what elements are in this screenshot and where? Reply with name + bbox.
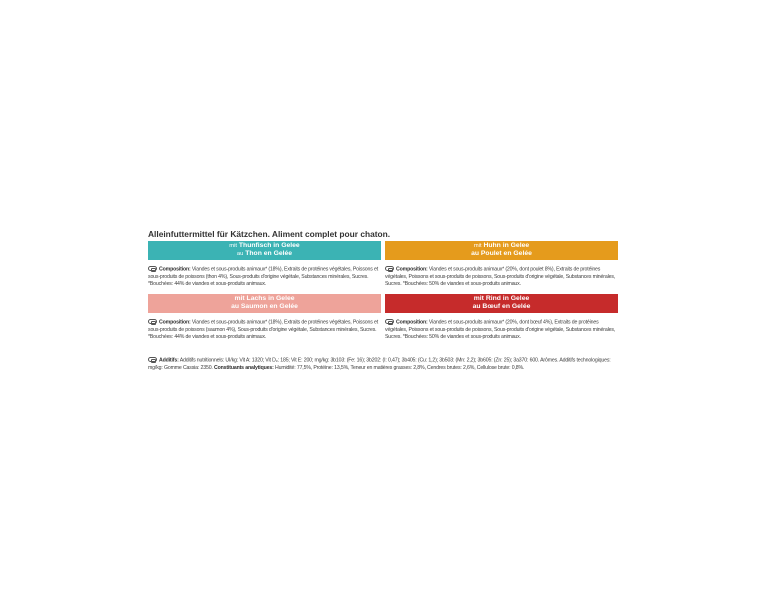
variant-fr-name: Thon en Gelée (245, 250, 293, 258)
variant-de-line (148, 242, 381, 250)
composition-text: Viandes et sous-produits animaux* (20%, dont bœuf 4%), Extraits de protéines végétales, Poissons et sous-produits de poissons, Sous-produits d'origine végétale, Substances minérales, Sucres. *Bouchées: 50% de viandes et sous-produits animaux. (385, 319, 616, 341)
variant-grid (148, 241, 618, 347)
variant-fr-name: au Poulet en Gelée (471, 250, 532, 258)
additives-block: Additifs: Additifs nutritionnels: UI/kg: Vit A: 1320; Vit D₃: 185; Vit E: 200; mg/kg: 3b103: (Fe: 16); 3b202: (I: 0,47); 3b405: (Cu: 1,2); 3b503: (Mn: 2,2); 3b605: (Zn: 25); 3a370: 600. Arômes. Additifs technologiques: mg/kg: Gomme Cassia: 2350. Constituants analytiques: Humidité: 77,5%, Protéine: 13,5%, Teneur en matières grasses: 2,8%, Cendres brutes: 2,6%, Cellulose brute: 0,8%. (148, 357, 611, 371)
additives-label: Additifs (159, 357, 178, 364)
variant-de-line (148, 295, 381, 303)
variant-banner-tuna (148, 241, 381, 260)
variant-de-name: Huhn in Gelee (483, 242, 530, 249)
label-sheet (148, 229, 618, 372)
variant-de-name: mit Lachs in Gelee (234, 295, 295, 302)
can-icon (385, 266, 394, 271)
variant-de-name: Thunfisch in Gelee (238, 242, 300, 249)
variant-fr-line (385, 250, 618, 258)
composition-label: Composition: (396, 266, 428, 273)
variant-salmon (148, 294, 381, 347)
variant-beef (385, 294, 618, 347)
variant-composition (148, 313, 381, 347)
can-icon (148, 357, 157, 362)
variant-fr-line (148, 250, 381, 258)
page-title: Alleinfuttermittel für Kätzchen. Aliment complet pour chaton. (148, 229, 391, 239)
can-icon (148, 319, 157, 324)
variant-de-name: mit Rind in Gelee (473, 295, 530, 302)
composition-label: Composition: (159, 319, 191, 326)
composition-text: Viandes et sous-produits animaux* (18%), Extraits de protéines végétales, Poissons et sous-produits de poissons (thon 4%), Sous-produits d'origine végétale, Substances minérales, Sucres. *Bouchées: 44% de viandes et sous-produits animaux. (148, 266, 379, 288)
composition-label: Composition: (396, 319, 428, 326)
variant-banner-salmon (148, 294, 381, 313)
can-icon (148, 266, 157, 271)
variant-banner-chicken (385, 241, 618, 260)
variant-fr-line (385, 303, 618, 311)
variant-de-line (385, 242, 618, 250)
variant-de-line (385, 295, 618, 303)
composition-label: Composition: (159, 266, 191, 273)
composition-text: Viandes et sous-produits animaux* (20%, dont poulet 8%), Extraits de protéines végétales, Poissons et sous-produits de poissons, Sous-produits d'origine végétale, Substances minérales, Sucres. *Bouchées: 50% de viandes et sous-produits animaux. (385, 266, 616, 288)
variant-fr-name: au Bœuf en Gelée (472, 303, 531, 311)
variant-composition (385, 260, 618, 294)
additives-text: Additifs nutritionnels: UI/kg: Vit A: 1320; Vit D₃: 185; Vit E: 200; mg/kg: 3b103: (Fe: 16); 3b202: (I: 0,47); 3b405: (Cu: 1,2); 3b503: (Mn: 2,2); 3b605: (Zn: 25); 3a370: 600. Arômes. Additifs technologiques: mg/kg: Gomme Cassia: 2350. (148, 357, 611, 371)
variant-fr-prefix: au (236, 251, 244, 258)
variant-fr-line (148, 303, 381, 311)
variant-composition (385, 313, 618, 347)
can-icon (385, 319, 394, 324)
composition-text: Viandes et sous-produits animaux* (18%), Extraits de protéines végétales, Poissons et sous-produits de poissons (saumon 4%), Sous-produits d'origine végétale, Substances minérales, Sucres. *Bouchées: 44% de viandes et sous-produits animaux. (148, 319, 379, 341)
variant-tuna (148, 241, 381, 294)
variant-fr-name: au Saumon en Gelée (231, 303, 298, 311)
analytical-text: Humidité: 77,5%, Protéine: 13,5%, Teneur en matières grasses: 2,8%, Cendres brutes: 2,6%, Cellulose brute: 0,8%. (274, 364, 525, 371)
variant-de-prefix: mit (229, 243, 238, 249)
variant-chicken (385, 241, 618, 294)
variant-composition (148, 260, 381, 294)
variant-banner-beef (385, 294, 618, 313)
variant-de-prefix: mit (473, 243, 482, 249)
analytical-label: Constituants analytiques: (214, 364, 274, 371)
